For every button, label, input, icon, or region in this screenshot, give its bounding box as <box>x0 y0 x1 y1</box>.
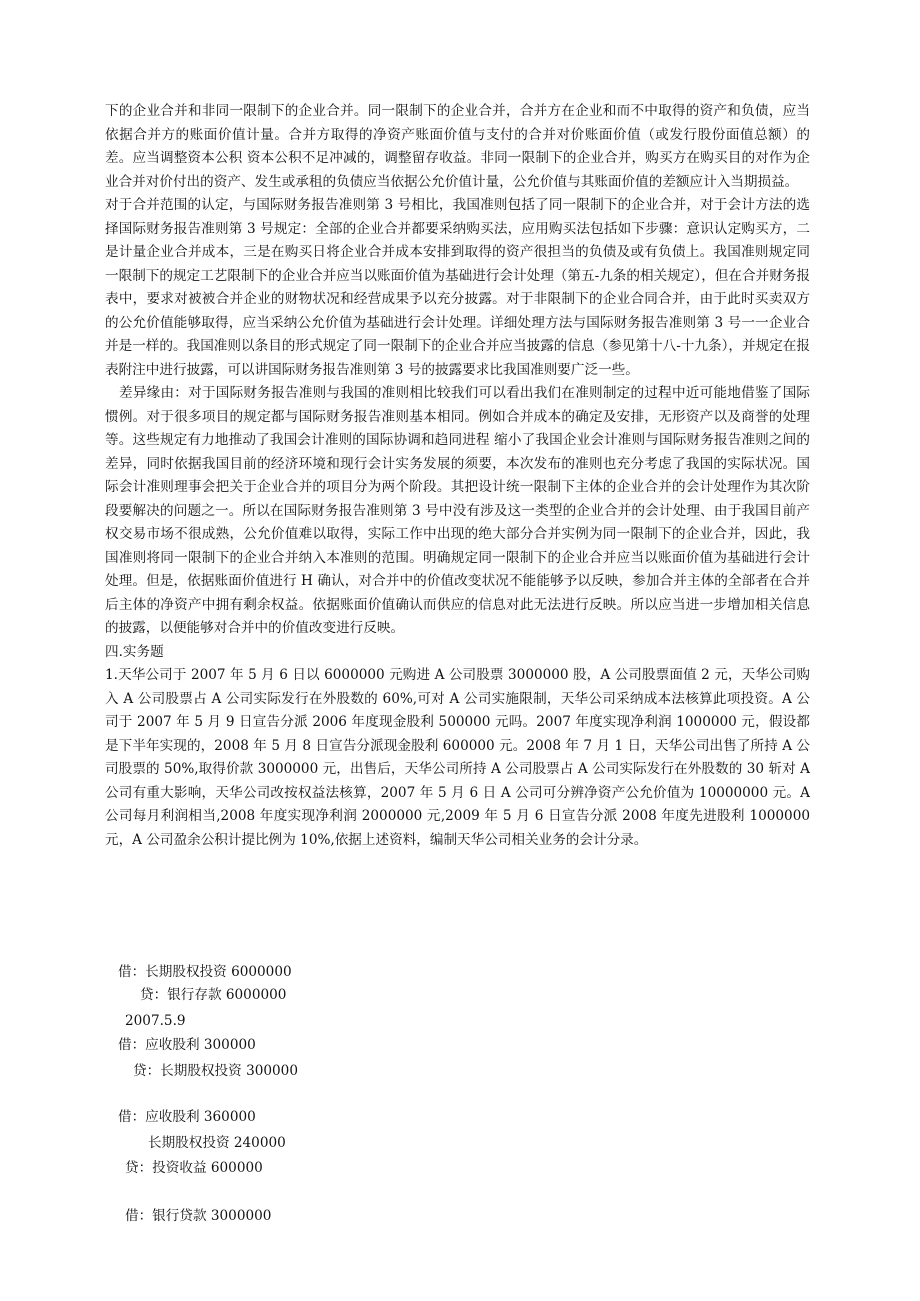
journal-entry-date: 2007.5.9 <box>125 1013 186 1029</box>
journal-entry-line: 借：银行贷款 3000000 <box>125 1208 272 1224</box>
journal-entry-line: 借：长期股权投资 6000000 <box>118 964 292 980</box>
journal-entry-line: 借：应收股利 360000 <box>118 1109 256 1125</box>
journal-entry-line: 贷：银行存款 6000000 <box>140 987 287 1003</box>
paragraph-business-combination: 下的企业合并和非同一限制下的企业合并。同一限制下的企业合并，合并方在企业和而不中取得的资产和负债，应当依据合并方的账面价值计量。合并方取得的净资产账面价值与支付的合并对价账面价值（或发行股份面值总额）的差。应当调整资本公积 资本公积不足冲减的，调整留存收益。非同一限制下的企业合并，购买方在购买目的对作为企业合并对价付出的资产、发生或承租的负债应当依据公允价值计量，公允价值与其账面价值的差额应计入当期损益。 <box>105 103 810 190</box>
paragraph-scope-comparison: 对于合并范围的认定，与国际财务报告准则第 3 号相比，我国准则包括了同一限制下的企业合并，对于会计方法的选择国际财务报告准则第 3 号规定：全部的企业合并都要采纳购买法，应用购买法包括如下步骤：意识认定购买方，二是计量企业合并成本，三是在购买日将企业合并成本安排到取得的资产很担当的负债及或有负债上。我国准则规定同一限制下的规定工艺限制下的企业合并应当以账面价值为基础进行会计处理（第五-九条的相关规定），但在合并财务报表中，要求对被被合并企业的财物状况和经营成果予以充分披露。对于非限制下的企业合同合并，由于此时买卖双方的公允价值能够取得，应当采纳公允价值为基础进行会计处理。详细处理方法与国际财务报告准则第 3 号一一企业合并是一样的。我国准则以条目的形式规定了同一限制下的企业合并应当披露的信息（参见第十八-十九条），并规定在报表附注中进行披露，可以讲国际财务报告准则第 3 号的披露要求比我国准则要广泛一些。 <box>105 197 810 378</box>
paragraph-difference-reasons: 差异缘由：对于国际财务报告准则与我国的准则相比较我们可以看出我们在准则制定的过程中近可能地借鉴了国际惯例。对于很多项目的规定都与国际财务报告准则基本相同。例如合并成本的确定及安排，无形资产以及商誉的处理等。这些规定有力地推动了我国会计准则的国际协调和趋同进程 缩小了我国企业会计准则与国际财务报告准则之间的差异，同时依据我国目前的经济环境和现行会计实务发展的须要，本次发布的准则也充分考虑了我国的实际状况。国际会计准则理事会把关于企业合并的项目分为两个阶段。其把设计统一限制下主体的企业合并的会计处理作为其次阶段要解决的问题之一。所以在国际财务报告准则第 3 号中没有涉及这一类型的企业合并的会计处理、由于我国目前产权交易市场不很成熟，公允价值难以取得，实际工作中出现的绝大部分合并实例为同一限制下的企业合并，因此，我国准则将同一限制下的企业合并纳入本准则的范围。明确规定同一限制下的企业合并应当以账面价值为基础进行会计处理。但是，依据账面价值进行 H 确认，对合并中的价值改变状况不能能够予以反映，参加合并主体的全部者在合并后主体的净资产中拥有剩余权益。依据账面价值确认而供应的信息对此无法进行反映。所以应当进一步增加相关信息的披露，以便能够对合并中的价值改变进行反映。 <box>105 385 810 636</box>
paragraph-exercise-1: 1.天华公司于 2007 年 5 月 6 日以 6000000 元购进 A 公司股票 3000000 股，A 公司股票面值 2 元，天华公司购入 A 公司股票占 A 公司实际发行在外股数的 60%,可对 A 公司实施限制，天华公司采纳成本法核算此项投资。A 公司于 2007 年 5 月 9 日宣告分派 2006 年度现金股利 500000 元吗。2007 年度实现净利润 1000000 元，假设都是下半年实现的，2008 年 5 月 8 日宣告分派现金股利 600000 元。2008 年 7 月 1 日，天华公司出售了所持 A 公司股票的 50%,取得价款 3000000 元，出售后，天华公司所持 A 公司股票占 A 公司实际发行在外股数的 30 斩对 A 公司有重大影响，天华公司改按权益法核算，2007 年 5 月 6 日 A 公司可分辨净资产公允价值为 10000000 元。A 公司每月利润相当,2008 年度实现净利润 2000000 元,2009 年 5 月 6 日宣告分派 2008 年度先进股利 1000000 元，A 公司盈余公积计提比例为 10%,依据上述资料，编制天华公司相关业务的会计分录。 <box>105 667 810 848</box>
journal-entry-line: 贷：投资收益 600000 <box>125 1160 263 1176</box>
journal-entry-line: 长期股权投资 240000 <box>148 1135 286 1151</box>
journal-entry-line: 贷：长期股权投资 300000 <box>133 1063 298 1079</box>
journal-entry-line: 借：应收股利 300000 <box>118 1037 256 1053</box>
section-heading-practice: 四.实务题 <box>105 643 164 660</box>
